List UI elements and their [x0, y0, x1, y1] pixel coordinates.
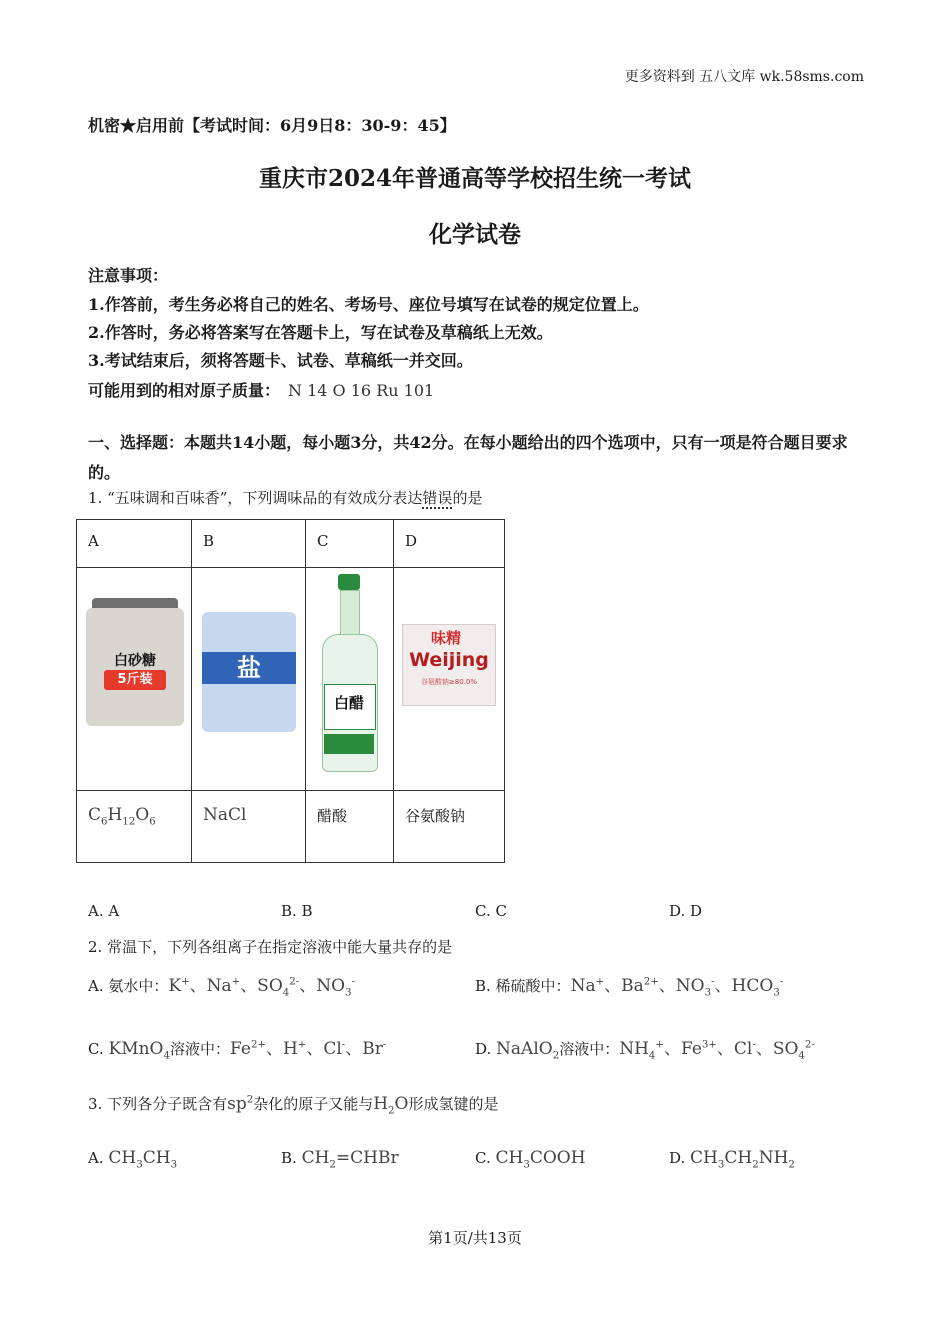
- msg-content-label: 谷氨酸钠≥80.0%: [420, 678, 478, 686]
- q1-stem-emphasis: 错误: [422, 489, 453, 507]
- notice-item-3: 3.考试结束后，须将答题卡、试卷、草稿纸一并交回。: [88, 351, 473, 370]
- notice-heading: 注意事项：: [88, 266, 169, 285]
- bottle-cap: [338, 574, 360, 590]
- page-footer: 第1页/共13页: [428, 1229, 522, 1247]
- q1-stem-text: 1. “五味调和百味香”，下列调味品的有效成分表达: [88, 489, 423, 507]
- q2-a-label: A. 氨水中：: [88, 977, 169, 995]
- q2-d-mid: 溶液中：: [559, 1040, 620, 1058]
- exam-subtitle: 化学试卷: [429, 221, 521, 248]
- bottle-neck: [340, 590, 360, 640]
- q3-stem: 3. 下列各分子既含有$sp^2$杂化的原子又能与$H_2O$形成氢键的是: [88, 1094, 499, 1117]
- ingredient-c: 醋酸: [306, 791, 394, 863]
- vinegar-label: 白醋: [333, 694, 364, 712]
- q3-option-b[interactable]: B. $CH_2=CHBr$: [281, 1148, 399, 1171]
- ingredient-d: 谷氨酸钠: [394, 791, 505, 863]
- q3-a-label: A.: [88, 1149, 104, 1167]
- q2-option-d[interactable]: D. NaAlO$_2$溶液中：$NH_4^+$、$Fe^{3+}$、Cl-、$SO_4^{2-}$: [475, 1039, 815, 1062]
- atomic-mass-line: [88, 378, 434, 401]
- q2-option-a[interactable]: A. 氨水中：K+、Na+、$SO_4^{2-}$、$NO_3^-$: [88, 976, 355, 999]
- q1-option-a[interactable]: A. A: [88, 902, 120, 920]
- sugar-label: 白砂糖: [114, 653, 156, 669]
- ingredient-b: NaCl: [192, 791, 306, 863]
- table-label-d: D: [394, 520, 505, 568]
- salt-image-cell: [192, 568, 306, 791]
- msg-en-label: Weijing: [409, 649, 489, 671]
- q1-option-b[interactable]: B. B: [281, 902, 313, 920]
- table-label-b: B: [192, 520, 306, 568]
- q3-option-c[interactable]: C. $CH_3COOH$: [475, 1148, 586, 1171]
- sugar-jar-image: [86, 598, 184, 726]
- atomic-mass-label: 可能用到的相对原子质量：: [88, 381, 281, 400]
- q2-d-label: D.: [475, 1040, 492, 1058]
- msg-image-cell: [394, 568, 505, 791]
- notice-item-2: 2.作答时，务必将答案写在答题卡上，写在试卷及草稿纸上无效。: [88, 323, 553, 342]
- q1-stem: [88, 487, 482, 508]
- q3-option-a[interactable]: A. $CH_3CH_3$: [88, 1148, 178, 1171]
- q3-option-d[interactable]: D. $CH_3CH_2NH_2$: [669, 1148, 795, 1171]
- vinegar-image-cell: [306, 568, 394, 791]
- ingredient-a: $C_6H_{12}O_6$: [77, 791, 192, 863]
- q3-d-label: D.: [669, 1149, 686, 1167]
- q3-c-label: C.: [475, 1149, 491, 1167]
- q2-stem: 2. 常温下，下列各组离子在指定溶液中能大量共存的是: [88, 938, 453, 956]
- table-label-c: C: [306, 520, 394, 568]
- q3-stem-b: 杂化的原子又能与: [253, 1095, 374, 1113]
- q2-option-c[interactable]: C. KMnO$_4$溶液中：$Fe^{2+}$、H+、Cl-、Br-: [88, 1039, 387, 1062]
- sugar-weight-badge: 5斤装: [104, 670, 166, 690]
- atomic-mass-values: N 14 O 16 Ru 101: [288, 381, 435, 400]
- header-note: 更多资料到 五八文库 wk.58sms.com: [624, 69, 864, 85]
- secret-line: 机密★启用前【考试时间：6月9日8：30-9：45】: [88, 116, 456, 135]
- exam-title: 重庆市2024年普通高等学校招生统一考试: [258, 165, 691, 192]
- q1-table: [76, 519, 505, 863]
- q2-c-label: C.: [88, 1040, 104, 1058]
- table-label-a: A: [77, 520, 192, 568]
- msg-bag-image: [402, 624, 496, 706]
- salt-label: 盐: [237, 654, 261, 682]
- q3-b-label: B.: [281, 1149, 297, 1167]
- q2-c-mid: 溶液中：: [169, 1040, 230, 1058]
- msg-cn-label: 味精: [431, 629, 462, 647]
- q1-option-c[interactable]: C. C: [475, 902, 507, 920]
- section-heading: 一、选择题：本题共14小题，每小题3分，共42分。在每小题给出的四个选项中，只有一项是符合题目要求的。: [88, 433, 848, 482]
- notice-item-1: 1.作答前，考生务必将自己的姓名、考场号、座位号填写在试卷的规定位置上。: [88, 295, 649, 314]
- q1-option-d[interactable]: D. D: [669, 902, 703, 920]
- sugar-image-cell: [77, 568, 192, 791]
- q1-stem-tail: 的是: [452, 489, 483, 507]
- q3-stem-a: 3. 下列各分子既含有: [88, 1095, 228, 1113]
- vinegar-bottle-image: [318, 574, 380, 772]
- q3-stem-c: 形成氢键的是: [408, 1095, 499, 1113]
- bottle-base-band: [324, 734, 374, 754]
- salt-bag-image: [202, 612, 296, 732]
- q2-option-b[interactable]: B. 稀硫酸中：Na+、$Ba^{2+}$、$NO_3^-$、$HCO_3^-$: [475, 976, 784, 999]
- q2-b-label: B. 稀硫酸中：: [475, 977, 571, 995]
